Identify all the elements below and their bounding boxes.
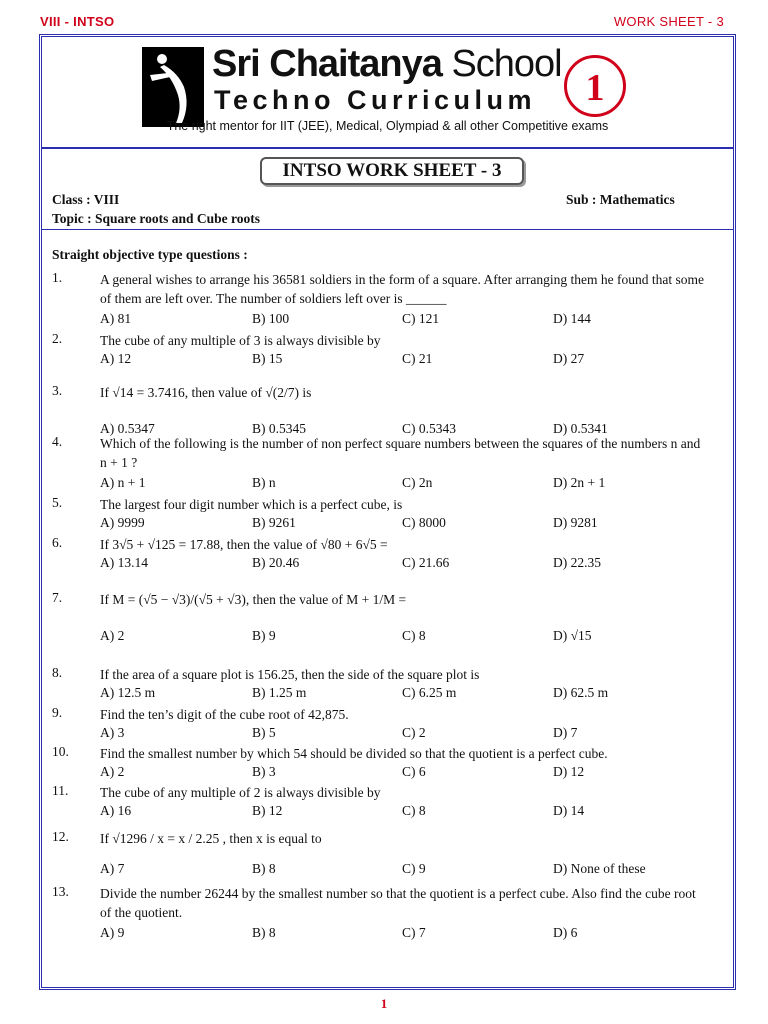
option-a: A) 81 <box>100 311 132 326</box>
seal-number: 1 <box>585 67 605 109</box>
answer-options <box>100 351 700 369</box>
question-number: 7. <box>52 590 63 605</box>
question-text: A general wishes to arrange his 36581 soldiers in the form of a square. After arranging them he found that some of them are left over. The number of soldiers left over is ______ <box>100 272 704 306</box>
answer-options <box>100 925 700 943</box>
option-c: C) 7 <box>402 925 426 940</box>
option-a: A) 2 <box>100 764 125 779</box>
option-b: B) 15 <box>252 351 283 366</box>
option-a: A) 12 <box>100 351 132 366</box>
brand-subtitle: Techno Curriculum <box>214 85 537 115</box>
option-a: A) 16 <box>100 803 132 818</box>
question-text: If 3√5 + √125 = 17.88, then the value of √80 + 6√5 = <box>100 537 388 552</box>
option-b: B) 0.5345 <box>252 421 306 436</box>
option-c: C) 2n <box>402 475 433 490</box>
option-c: C) 8 <box>402 803 426 818</box>
school-seal-icon <box>564 55 626 117</box>
answer-options <box>100 764 700 782</box>
option-a: A) 13.14 <box>100 555 148 570</box>
question-number: 11. <box>52 783 69 798</box>
option-a: A) 3 <box>100 725 125 740</box>
option-c: C) 6 <box>402 764 426 779</box>
question-text: Divide the number 26244 by the smallest number so that the quotient is a perfect cube. Also find the cube root of the quotient. <box>100 886 696 920</box>
option-d: D) 27 <box>553 351 585 366</box>
page-frame <box>39 34 736 990</box>
brand-name-main: Sri Chaitanya <box>212 43 442 85</box>
option-d: D) 7 <box>553 725 578 740</box>
answer-options <box>100 803 700 821</box>
answer-options <box>100 861 700 879</box>
option-c: C) 121 <box>402 311 440 326</box>
question-text: If √14 = 3.7416, then value of √(2/7) is <box>100 385 312 400</box>
option-a: A) 9 <box>100 925 125 940</box>
section-title: Straight objective type questions : <box>52 247 248 262</box>
question-number: 2. <box>52 331 63 346</box>
question-text: If the area of a square plot is 156.25, then the side of the square plot is <box>100 667 480 682</box>
question-number: 5. <box>52 495 63 510</box>
question-number: 6. <box>52 535 63 550</box>
option-c: C) 8 <box>402 628 426 643</box>
option-d: D) 12 <box>553 764 585 779</box>
question-number: 10. <box>52 744 69 759</box>
question-text: If M = (√5 − √3)/(√5 + √3), then the value of M + 1/M = <box>100 592 407 607</box>
option-c: C) 0.5343 <box>402 421 456 436</box>
option-c: C) 6.25 m <box>402 685 457 700</box>
option-c: C) 8000 <box>402 515 446 530</box>
option-a: A) 9999 <box>100 515 145 530</box>
tagline: The right mentor for IIT (JEE), Medical, Olympiad & all other Competitive exams <box>166 119 609 133</box>
option-c: C) 2 <box>402 725 426 740</box>
answer-options <box>100 475 700 493</box>
option-b: B) 5 <box>252 725 276 740</box>
option-d: D) 14 <box>553 803 585 818</box>
question-text: Which of the following is the number of non perfect square numbers between the squares of the numbers n and n + 1 ? <box>100 436 701 470</box>
question-number: 4. <box>52 434 63 449</box>
option-d: D) None of these <box>553 861 646 876</box>
topic-label: Topic : Square roots and Cube roots <box>52 211 261 226</box>
option-a: A) 2 <box>100 628 125 643</box>
question-number: 8. <box>52 665 63 680</box>
school-header <box>42 37 733 149</box>
brand-name <box>212 43 562 86</box>
option-d: D) 62.5 m <box>553 685 609 700</box>
option-a: A) n + 1 <box>100 475 146 490</box>
option-b: B) 9 <box>252 628 276 643</box>
option-d: D) 144 <box>553 311 591 326</box>
option-d: D) 6 <box>553 925 578 940</box>
answer-options <box>100 515 700 533</box>
answer-options <box>100 685 700 703</box>
option-a: A) 0.5347 <box>100 421 155 436</box>
option-b: B) 9261 <box>252 515 296 530</box>
brand-name-school: School <box>451 43 562 85</box>
worksheet-title: INTSO WORK SHEET - 3 <box>260 157 524 185</box>
question-number: 1. <box>52 270 63 285</box>
question-text: The largest four digit number which is a perfect cube, is <box>100 497 403 512</box>
answer-options <box>100 628 700 646</box>
option-b: B) 8 <box>252 861 276 876</box>
option-c: C) 9 <box>402 861 426 876</box>
option-b: B) 8 <box>252 925 276 940</box>
option-c: C) 21.66 <box>402 555 450 570</box>
option-b: B) 20.46 <box>252 555 300 570</box>
option-d: D) √15 <box>553 628 592 643</box>
question-number: 9. <box>52 705 63 720</box>
option-d: D) 0.5341 <box>553 421 608 436</box>
class-label: Class : VIII <box>52 192 120 207</box>
answer-options <box>100 555 700 573</box>
option-b: B) 1.25 m <box>252 685 307 700</box>
option-d: D) 22.35 <box>553 555 601 570</box>
answer-options <box>100 311 700 329</box>
worksheet-label: WORK SHEET - 3 <box>613 14 724 29</box>
question-number: 3. <box>52 383 63 398</box>
option-b: B) 12 <box>252 803 283 818</box>
question-text: Find the ten’s digit of the cube root of 42,875. <box>100 707 349 722</box>
option-d: D) 2n + 1 <box>553 475 606 490</box>
subject-label: Sub : Mathematics <box>566 192 675 207</box>
answer-options <box>100 725 700 743</box>
question-text: The cube of any multiple of 3 is always divisible by <box>100 333 381 348</box>
question-text: The cube of any multiple of 2 is always divisible by <box>100 785 381 800</box>
option-c: C) 21 <box>402 351 433 366</box>
page-number: 1 <box>380 996 388 1011</box>
question-number: 13. <box>52 884 69 899</box>
option-a: A) 12.5 m <box>100 685 156 700</box>
option-d: D) 9281 <box>553 515 598 530</box>
option-b: B) 3 <box>252 764 276 779</box>
option-b: B) 100 <box>252 311 290 326</box>
option-b: B) n <box>252 475 276 490</box>
question-text: Find the smallest number by which 54 should be divided so that the quotient is a perfect cube. <box>100 746 608 761</box>
question-number: 12. <box>52 829 69 844</box>
school-logo-icon <box>142 47 204 127</box>
grade-label: VIII - INTSO <box>40 14 115 29</box>
divider <box>42 229 733 230</box>
option-a: A) 7 <box>100 861 125 876</box>
question-text: If √1296 / x = x / 2.25 , then x is equal to <box>100 831 322 846</box>
